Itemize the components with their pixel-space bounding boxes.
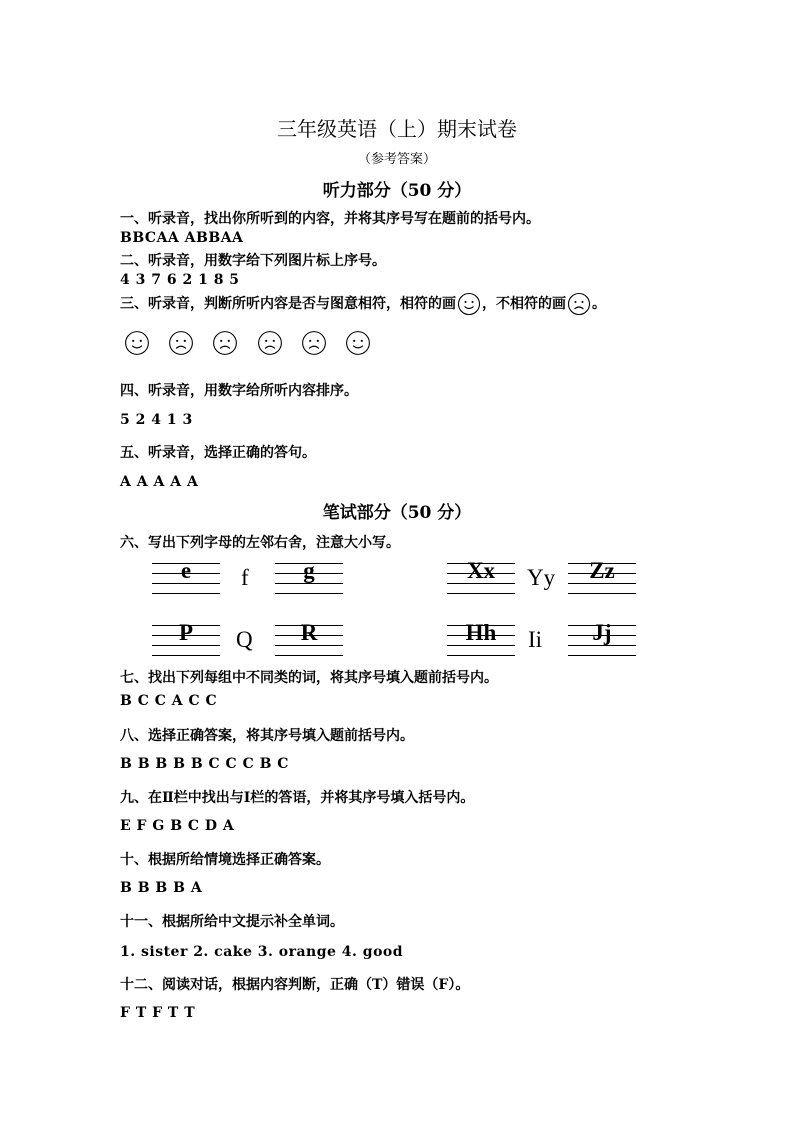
answer-7: B C C A C C (120, 693, 218, 709)
section-heading-listening: 听力部分（50 分） (322, 181, 472, 201)
answer-2: 4 3 7 6 2 1 8 5 (120, 272, 240, 288)
question-9: 九、在Ⅱ栏中找出与Ⅰ栏的答语，并将其序号填入括号内。 (120, 790, 475, 806)
writing-lines (152, 620, 220, 657)
frown-face-icon (168, 330, 194, 360)
question-5: 五、听录音，选择正确的答句。 (120, 445, 316, 461)
answer-8: B B B B B C C C B C (120, 756, 289, 772)
question-3 (120, 292, 606, 316)
given-letter: f (241, 565, 249, 590)
question-11: 十一、根据所给中文提示补全单词。 (120, 914, 344, 930)
smile-face-icon (345, 330, 371, 360)
handwritten-answer-left: Xx (466, 558, 496, 583)
handwritten-answer-left: Hh (465, 620, 497, 645)
answer-1: BBCAA ABBAA (120, 230, 244, 246)
question-6: 六、写出下列字母的左邻右舍，注意大小写。 (120, 535, 400, 551)
answer-10: B B B B A (120, 880, 203, 896)
question-2: 二、听录音，用数字给下列图片标上序号。 (120, 253, 386, 269)
frown-face-icon (301, 330, 327, 360)
given-letter: Yy (527, 565, 556, 590)
question-3-text-b: ，不相符的画 (482, 296, 566, 312)
answer-12: F T F T T (120, 1005, 196, 1021)
question-3-text-c: 。 (592, 296, 606, 312)
question-12: 十二、阅读对话，根据内容判断，正确（T）错误（F）。 (120, 977, 470, 993)
smile-face-icon (124, 330, 150, 360)
writing-lines (447, 558, 515, 595)
smile-face-icon (457, 292, 481, 316)
answer-5: A A A A A (120, 474, 199, 490)
handwritten-answer-right: Jj (592, 620, 612, 645)
question-8: 八、选择正确答案，将其序号填入题前括号内。 (120, 728, 414, 744)
given-letter: Q (236, 627, 253, 652)
writing-lines (152, 558, 220, 595)
writing-lines (275, 558, 343, 595)
handwritten-answer-right: g (303, 558, 315, 583)
page-subtitle: （参考答案） (357, 152, 436, 167)
question-4: 四、听录音，用数字给所听内容排序。 (120, 383, 358, 399)
frown-face-icon (212, 330, 238, 360)
writing-lines (568, 558, 636, 595)
writing-lines (568, 620, 636, 657)
question-7: 七、找出下列每组中不同类的词，将其序号填入题前括号内。 (120, 670, 498, 686)
question-3-text-a: 三、听录音，判断所听内容是否与图意相符，相符的画 (120, 296, 456, 312)
question-1: 一、听录音，找出你所听到的内容，并将其序号写在题前的括号内。 (120, 211, 540, 227)
handwritten-answer-right: R (300, 620, 318, 645)
answer-11: 1. sister 2. cake 3. orange 4. good (120, 944, 404, 960)
handwritten-answer-right: Zz (589, 558, 615, 583)
given-letter: Ii (528, 627, 543, 652)
answer-4: 5 2 4 1 3 (120, 412, 193, 428)
writing-lines (447, 620, 515, 657)
question-10: 十、根据所给情境选择正确答案。 (120, 852, 330, 868)
handwritten-answer-left: e (180, 558, 192, 583)
handwritten-answer-left: P (178, 620, 194, 645)
page-title: 三年级英语（上）期末试卷 (277, 117, 517, 141)
frown-face-icon (567, 292, 591, 316)
frown-face-icon (257, 330, 283, 360)
answer-9: E F G B C D A (120, 818, 235, 834)
writing-lines (275, 620, 343, 657)
section-heading-writing: 笔试部分（50 分） (322, 503, 472, 523)
